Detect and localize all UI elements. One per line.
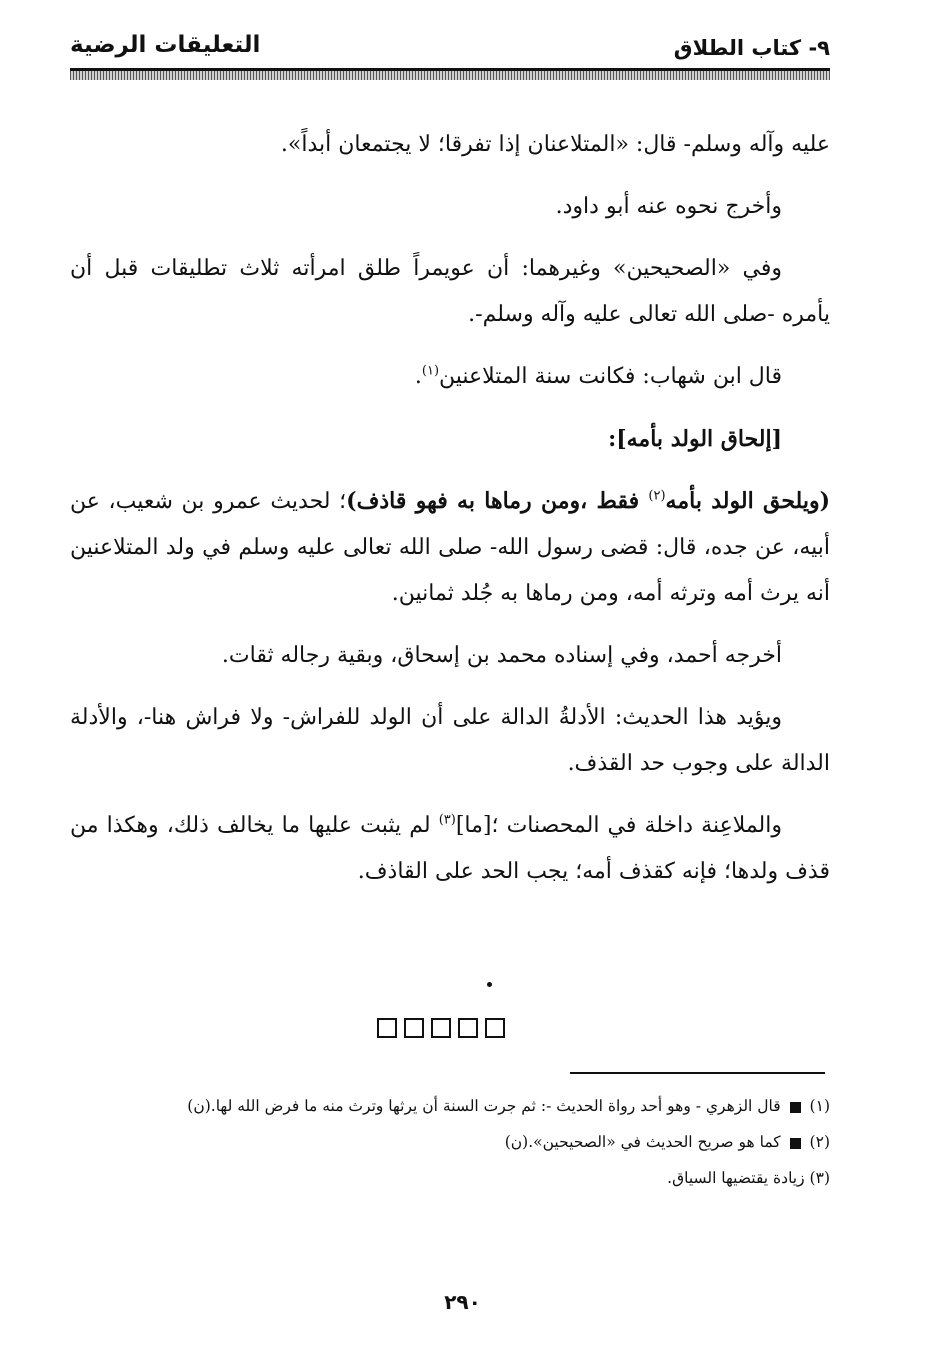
footnote-text: كما هو صريح الحديث في «الصحيحين». <box>528 1133 781 1151</box>
section-heading: [إلحاق الولد بأمه]: <box>608 426 782 452</box>
box-ornament <box>458 1018 478 1038</box>
footnote-mark: (ن) <box>187 1097 211 1115</box>
footnote-number: (٢) <box>809 1133 830 1151</box>
paragraph-5 <box>70 478 830 617</box>
box-ornament <box>404 1018 424 1038</box>
paragraph-8-text-a: والملاعِنة داخلة في المحصنات ؛[ما] <box>455 813 782 838</box>
page-number: ٢٩٠ <box>444 1290 481 1314</box>
box-ornament <box>485 1018 505 1038</box>
running-header <box>70 28 830 66</box>
paragraph-8-text-b: لم يثبت عليها ما يخالف ذلك، وهكذا من قذف ولدها؛ فإنه كقذف أمه؛ يجب الحد على القاذف. <box>70 813 830 884</box>
footnote-number: (١) <box>809 1097 830 1115</box>
footnote-text: زيادة يقتضيها السياق. <box>667 1169 805 1187</box>
footnote-number: (٣) <box>809 1169 830 1187</box>
footnote-3 <box>70 1160 830 1196</box>
box-ornament <box>431 1018 451 1038</box>
square-icon <box>790 1102 801 1113</box>
paragraph-6: أخرجه أحمد، وفي إسناده محمد بن إسحاق، وبقية رجاله ثقات. <box>221 643 782 668</box>
footnote-mark: (ن) <box>504 1133 529 1151</box>
header-rule <box>70 68 830 80</box>
paragraph-1: عليه وآله وسلم- قال: «المتلاعنان إذا تفرقا؛ لا يجتمعان أبداً». <box>280 132 830 157</box>
paragraph-4 <box>70 354 830 400</box>
dot-mark <box>487 982 492 987</box>
box-ornament <box>377 1018 397 1038</box>
footnotes <box>70 1088 830 1196</box>
paragraph-5-text: ؛ لحديث عمرو بن شعيب، عن أبيه، عن جده، قال: قضى رسول الله- صلى الله تعالى عليه وسلم في ولد المتلاعنين أنه يرث أمه وترثه أمه، ومن رماها به جُلد ثمانين. <box>70 489 830 606</box>
chapter-title: ٩- كتاب الطلاق <box>673 36 830 60</box>
paragraph-3: وفي «الصحيحين» وغيرهما: أن عويمراً طلق امرأته ثلاث تطليقات قبل أن يأمره -صلى الله تعالى عليه وآله وسلم-. <box>70 256 830 327</box>
paragraph-4-text: قال ابن شهاب: فكانت سنة المتلاعنين <box>439 364 782 389</box>
footnote-1 <box>70 1088 830 1124</box>
footnote-text: قال الزهري - وهو أحد رواة الحديث -: ثم جرت السنة أن يرثها وترث منه ما فرض الله لها. <box>210 1097 781 1115</box>
footnote-2 <box>70 1124 830 1160</box>
footnote-ref-1: (١) <box>421 363 440 379</box>
paragraph-2: وأخرج نحوه عنه أبو داود. <box>555 194 782 219</box>
footnote-rule <box>570 1072 825 1074</box>
matn-text-b: فقط ،ومن رماها به فهو قاذف) <box>346 488 649 514</box>
paragraph-7: ويؤيد هذا الحديث: الأدلةُ الدالة على أن الولد للفراش- ولا فراش هنا-، والأدلة الدالة على وجوب حد القذف. <box>70 705 830 776</box>
square-icon <box>790 1138 801 1149</box>
footnote-ref-2: (٢) <box>648 488 666 504</box>
footnote-ref-3: (٣) <box>438 812 456 828</box>
main-text <box>70 122 830 911</box>
paragraph-8 <box>70 803 830 895</box>
paragraph-4-end: . <box>414 364 422 389</box>
book-title: التعليقات الرضية <box>70 32 261 58</box>
section-end-boxes <box>377 1018 517 1040</box>
matn-text-a: (ويلحق الولد بأمه <box>665 488 830 514</box>
